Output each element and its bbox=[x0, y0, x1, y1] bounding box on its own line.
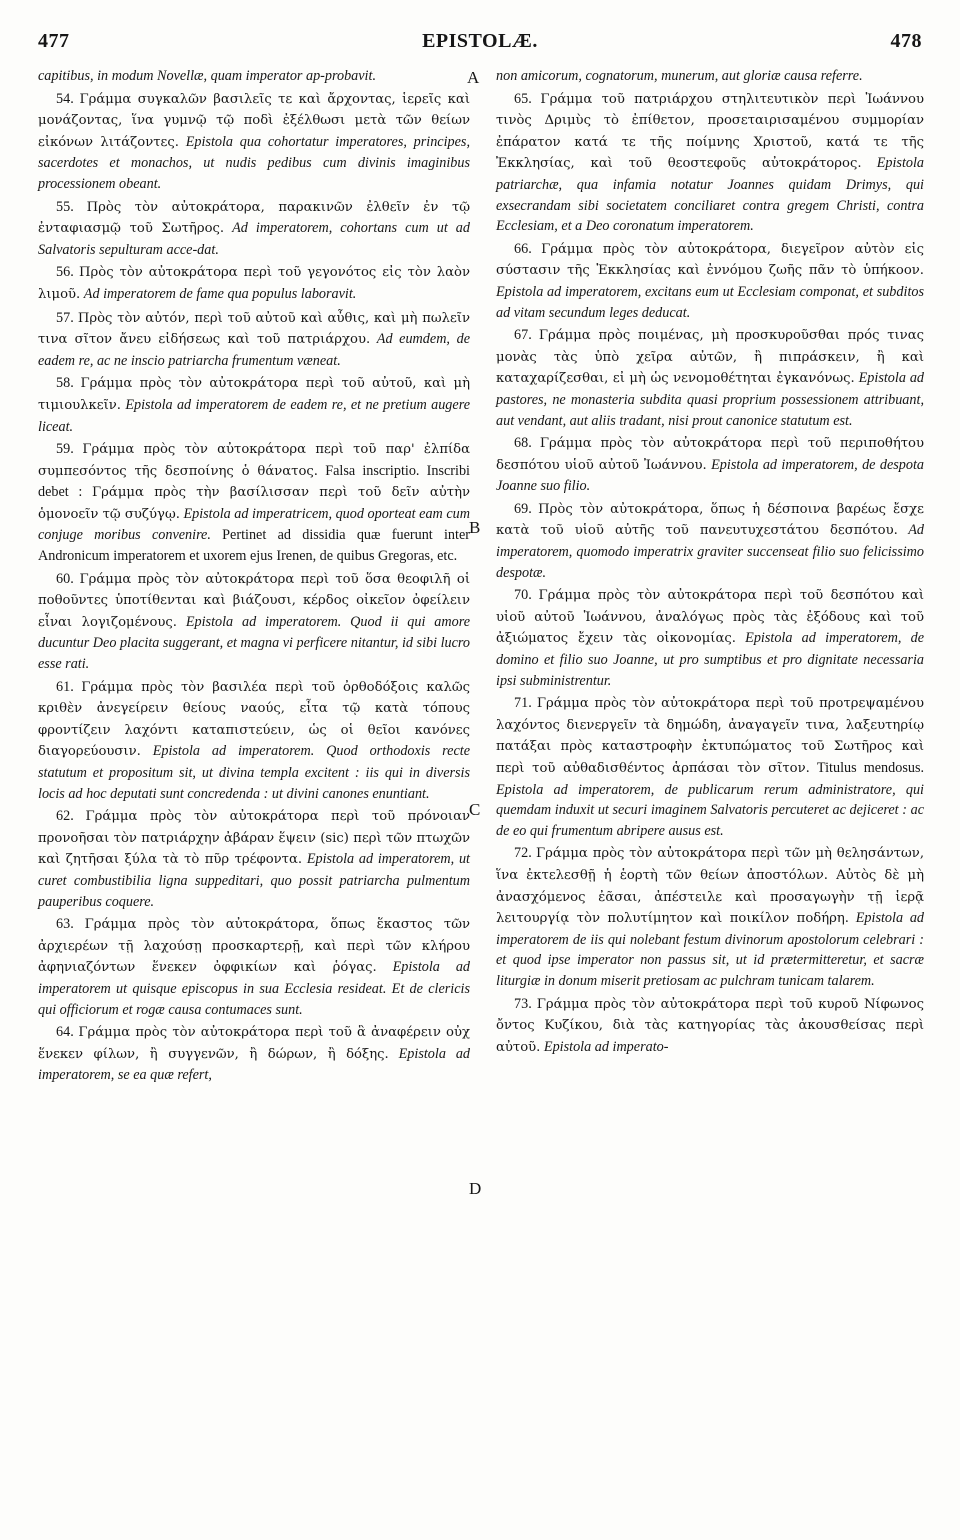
entry-number: 72. bbox=[514, 845, 532, 862]
latin-summary: Ad imperatorem, quomodo imperatrix graviter succenseat filio suo felicissimo despotæ. bbox=[496, 522, 924, 581]
latin-summary: Epistola ad imperatorem ut quisque episcopus in sua Ecclesia resideat. Et de clericis qui officiorum et rogæ causa contumaces sunt. bbox=[38, 959, 471, 1018]
entry-number: 66. bbox=[514, 240, 532, 257]
greek-title: Γράμμα πρὸς τὸν αὐτοκράτορα περὶ τοῦ αὐτοῦ, καὶ μὴ τιμιουλκεῖν. bbox=[38, 376, 470, 413]
letter-entry bbox=[496, 994, 924, 1059]
letter-entry bbox=[38, 197, 470, 261]
greek-title: Πρὸς τὸν αὐτοκράτορα, ὅπως ἡ δέσποινα βαρέως ἔσχε κατὰ τοῦ υἱοῦ αὐτῆς τοῦ πανευτυχεστάτου δεσπότου. bbox=[496, 501, 924, 539]
letter-entry bbox=[496, 499, 924, 583]
entry-number: 60. bbox=[56, 570, 74, 587]
margin-marker-b: B bbox=[469, 518, 481, 537]
letter-entry bbox=[38, 439, 470, 567]
latin-summary: Epistola ad imperato- bbox=[543, 1038, 669, 1055]
left-column bbox=[38, 66, 470, 1086]
entry-number: 70. bbox=[514, 587, 532, 604]
letter-entry bbox=[38, 569, 470, 675]
latin-summary: Epistola ad imperatorem de eadem re, et ne pretium augere liceat. bbox=[38, 396, 470, 435]
letter-entry bbox=[38, 373, 470, 437]
greek-title: Γράμμα πρὸς τὸν αὐτοκράτορα περὶ τοῦ ἃ ἀναφέρειν οὐχ ἕνεκεν φίλων, ἢ συγγενῶν, ἢ δώρων, ἢ δόξης. bbox=[38, 1025, 470, 1062]
latin-summary: Epistola ad imperatorem. Quod ii qui amore ducuntur Deo placita suggerant, et magna vi perficere nitantur, id sibi lucro esse rati. bbox=[38, 613, 471, 673]
running-title: EPISTOLÆ. bbox=[422, 30, 538, 52]
editorial-comment: Pertinet ad dissidia quæ fuerunt inter Andronicum imperatorem et uxorem ejus Irenen, de quibus Gregoras, etc. bbox=[38, 527, 470, 565]
entry-number: 56. bbox=[56, 264, 74, 281]
latin-summary: Epistola ad imperatorem, excitans eum ut Ecclesiam componat, et subditos ad vitam secundum leges deducat. bbox=[496, 283, 924, 321]
latin-summary: Epistola ad imperatorem, de domino et filio suo Joanne, ut pro sumptibus et pro dignitate necessaria ipsi subministrentur. bbox=[496, 630, 924, 689]
right-column bbox=[496, 66, 924, 1058]
latin-summary: Epistola ad imperatorem, de publicarum rerum administratore, qui quemdam induxit ut securi imaginem Salvatoris percuteret ac dejiceret : ac de eo qui frumentum abripere ausus est. bbox=[496, 781, 924, 839]
greek-title: Γράμμα τοῦ πατριάρχου στηλιτευτικὸν περὶ Ἰωάννου τινὸς Δριμὺς τὸ ἐπίθετον, προσεταιρισαμένου συμμορίαν ἐπάρατον κατά τε τῆς ποίμνης Χριστοῦ, κατά τε τῆς Ἐκκλησίας, καὶ τοῦ θεοστεφοῦς αὐτοκράτορος. bbox=[496, 91, 925, 172]
greek-title: Γράμμα πρὸς τὸν αὐτοκράτορα περὶ τοῦ προτρεψαμένου λαχόντος διενεργεῖν τὰ δημώδη, ἀναγαγεῖν τινα, λαξευτηρίῳ πατάξαι πρὸς καταστροφὴν ἐκτυπώματος τοῦ Σωτῆρος καὶ περὶ τοῦ αὐθαδισθέντος ἁρπάσαι τὸν σῖτον. bbox=[496, 696, 924, 776]
greek-title: Γράμμα πρὸς τὸν αὐτοκράτορα περὶ τοῦ ὅσα θεοφιλῆ οἱ ποθοῦντες ὑποτίθενται καὶ βιάζουσι, κέρδος οἰκεῖον ὀφείλειν εἶναι λογιζομένους. bbox=[38, 571, 470, 630]
greek-title: Γράμμα πρὸς τὸν αὐτοκράτορα, διεγεῖρον αὐτὸν εἰς σύστασιν τῆς Ἐκκλησίας καὶ ἐννόμου ζωῆς πᾶν τὸ ὑπήκοον. bbox=[496, 241, 924, 279]
letter-entry bbox=[496, 433, 924, 497]
latin-summary: Epistola ad imperatorem de iis qui nolebant festum divinorum apostolorum celebrari : et quod ipse imperator non passus sit, ut id prætermitteretur, et sacræ liturgiæ in donum miserit pretiosam ac pulchram tunicam talarem. bbox=[496, 910, 925, 989]
latin-summary: capitibus, in modum Novellæ, quam imperator ap-probavit. bbox=[38, 68, 376, 84]
latin-summary: Ad imperatorem de fame qua populus laboravit. bbox=[83, 285, 357, 302]
greek-title: Γράμμα πρὸς τὸν αὐτοκράτορα περὶ τῶν μὴ θελησάντων, ἵνα ἐκτελεσθῇ ἡ ἑορτὴ τῶν θείων ἀποστόλων. Αὐτὸς δὲ μὴ ἀνασχόμενος ἐᾶσαι, ἀπέστειλε καὶ προσαγωγὴν τῇ ἱερᾷ λειτουργίᾳ τὸν πολυτίμητον καὶ ποικίλον ποδήρη. bbox=[496, 846, 925, 927]
latin-summary: Epistola ad imperatorem, se ea quæ refert, bbox=[38, 1045, 471, 1084]
margin-marker-d: D bbox=[469, 1179, 482, 1198]
entry-number: 71. bbox=[514, 695, 532, 712]
latin-summary: non amicorum, cognatorum, munerum, aut gloriæ causa referre. bbox=[496, 68, 863, 84]
letter-entry bbox=[496, 239, 924, 323]
letter-entry bbox=[38, 262, 470, 305]
greek-title: Πρὸς τὸν αὐτόν, περὶ τοῦ αὐτοῦ καὶ αὖθις, καὶ μὴ πωλεῖν τινα σῖτον ἄνευ εἰδήσεως καὶ τοῦ πατριάρχου. bbox=[38, 310, 471, 348]
entry-number: 57. bbox=[56, 309, 74, 326]
entry-number: 59. bbox=[56, 441, 74, 458]
letter-entry bbox=[496, 843, 924, 991]
two-column-body bbox=[36, 66, 924, 1520]
greek-title: Πρὸς τὸν αὐτοκράτορα, παρακινῶν ἐλθεῖν ἐν τῷ ἐνταφιασμῷ τοῦ Σωτῆρος. bbox=[38, 199, 470, 237]
greek-title: Γράμμα πρὸς τὸν αὐτοκράτορα περὶ τοῦ δεσπότου καὶ υἱοῦ αὐτοῦ Ἰωάννου, ἀναλόγως πρὸς τὰς ἐξόδους καὶ τοῦ ἀξιώματος ἔχειν τὰς οἰκονομίας. bbox=[496, 588, 924, 647]
letter-entry bbox=[496, 89, 924, 237]
greek-title: Πρὸς τὸν αὐτοκράτορα περὶ τοῦ γεγονότος εἰς τὸν λαὸν λιμοῦ. bbox=[38, 265, 470, 302]
entry-number: 68. bbox=[514, 435, 532, 452]
greek-title: Γράμμα πρὸς ποιμένας, μὴ προσκυροῦσθαι πρός τινας μονὰς τὰς ὑπὸ χεῖρα αὐτῶν, ἢ πιπράσκειν, ἢ καὶ καταχαρίζεσθαι, εἰ μὴ ὡς νενομοθέτηται ἐγκανόνως. bbox=[496, 328, 924, 387]
editorial-note: Falsa inscriptio. Inscribi debet : bbox=[38, 462, 470, 501]
letter-entry bbox=[496, 693, 924, 841]
page-number-left: 477 bbox=[38, 30, 70, 52]
latin-summary: Epistola patriarchæ, qua infamia notatur Joannes quidam Drimys, qui exsecrandam sibi societatem conciliaret contra gregem Christi, contra Ecclesiam, et a Deo coronatum imperatorem. bbox=[496, 155, 925, 235]
running-header bbox=[36, 30, 924, 60]
greek-title-corrected: Γράμμα πρὸς τὴν βασίλισσαν περὶ τοῦ δεῖν αὐτὴν ὁμονοεῖν τῷ συζύγῳ. bbox=[38, 485, 471, 522]
entry-number: 65. bbox=[514, 90, 532, 107]
letter-entry bbox=[38, 308, 470, 372]
greek-title: Γράμμα πρὸς τὸν αὐτοκράτορα περὶ τοῦ πρόνοιαν προνοῆσαι τὸν πατριάρχην ἀβάραν ἕψειν (sic) περὶ τῶν πτωχῶν καὶ ζητῆσαι ξύλα τὰ τὸ πῦρ τρέφοντα. bbox=[38, 809, 471, 868]
latin-summary: Epistola ad pastores, ne monasteria subdita quasi proprium possessionem attribuant, aut vendant, aut aliis tradant, nisi prout canonice statutum est. bbox=[496, 370, 925, 429]
continuation-paragraph bbox=[38, 66, 470, 87]
margin-marker-a: A bbox=[467, 68, 480, 87]
entry-number: 61. bbox=[56, 678, 74, 695]
entry-number: 63. bbox=[56, 916, 74, 933]
latin-summary: Epistola ad imperatorem. Quod orthodoxis recte statutum et propositum sit, ut divina templa excitent : iis qui in diversis locis ad hoc deputati sunt concredenda : ut divini canones enuntiant. bbox=[38, 743, 471, 802]
entry-number: 64. bbox=[56, 1024, 74, 1041]
entry-number: 54. bbox=[56, 90, 74, 107]
entry-number: 69. bbox=[514, 500, 532, 517]
greek-title: Γράμμα πρὸς τὸν αὐτοκράτορα περὶ τοῦ περιποθήτου δεσπότου υἱοῦ αὐτοῦ Ἰωάννου. bbox=[496, 436, 924, 473]
continuation-paragraph bbox=[496, 66, 924, 87]
greek-title: Γράμμα πρὸς τὸν αὐτοκράτορα περὶ τοῦ παρ' ἐλπίδα συμπεσόντος τῆς δεσποίνης ὁ θάνατος. bbox=[38, 442, 471, 479]
letter-entry bbox=[496, 585, 924, 691]
latin-summary: Ad imperatorem, cohortans cum ut ad Salvatoris sepulturam acce-dat. bbox=[38, 220, 470, 258]
greek-title: Γράμμα πρὸς τὸν αὐτοκράτορα περὶ τοῦ κυροῦ Νίφωνος ὄντος Κυζίκου, διὰ τὰς κατηγορίας τὰς ἀκουσθείσας περὶ αὐτοῦ. bbox=[496, 996, 924, 1055]
entry-number: 58. bbox=[56, 375, 74, 392]
letter-entry bbox=[38, 89, 470, 195]
greek-title: Γράμμα πρὸς τὸν αὐτοκράτορα, ὅπως ἕκαστος τῶν ἀρχιερέων τῇ λαχούσῃ προσκαρτερῇ, καὶ περὶ τῶν κλήρου ἀφηνιαζόντων ἕνεκεν ὀφφικίων καὶ ῥόγας. bbox=[38, 917, 471, 976]
entry-number: 73. bbox=[514, 995, 532, 1012]
page-number-right: 478 bbox=[890, 30, 922, 52]
latin-summary: Epistola ad imperatricem, quod oporteat eam cum conjuge moribus convenire. bbox=[38, 505, 470, 544]
editorial-note: Titulus mendosus. bbox=[816, 760, 925, 776]
letter-entry bbox=[38, 914, 470, 1020]
latin-summary: Epistola ad imperatorem, ut curet combustibilia ligna suppeditari, quo possit patriarcha pulmentum pauperibus coquere. bbox=[38, 851, 470, 910]
letter-entry bbox=[38, 677, 470, 805]
letter-entry bbox=[496, 325, 924, 431]
margin-marker-c: C bbox=[469, 800, 481, 819]
entry-number: 55. bbox=[56, 198, 74, 215]
latin-summary: Epistola qua cohortatur imperatores, principes, sacerdotes et monachos, ut nudis pedibus cum divinis imaginibus processionem obeant. bbox=[38, 133, 471, 192]
greek-title: Γράμμα συγκαλῶν βασιλεῖς τε καὶ ἄρχοντας, ἱερεῖς καὶ μονάζοντας, ἵνα γυμνῷ τῷ ποδὶ ἐξέλθωσι μετὰ τῶν θείων εἰκόνων λιτάζοντες. bbox=[38, 91, 470, 150]
letter-entry bbox=[38, 1022, 470, 1086]
latin-summary: Epistola ad imperatorem, de despota Joanne suo filio. bbox=[496, 456, 924, 495]
greek-title: Γράμμα πρὸς τὸν βασιλέα περὶ τοῦ ὀρθοδόξοις καλῶς κριθὲν ἀνεγείρειν θείους ναούς, εἶτα τῷ κατὰ τόπους φροντίζειν λαχόντι καταπιστεύειν, ὡς οἱ θεῖοι κανόνες διαγορεύουσιν. bbox=[38, 679, 470, 760]
latin-summary: Ad eumdem, de eadem re, ac ne inscio patriarcha frumentum væneat. bbox=[38, 331, 470, 369]
letter-entry bbox=[38, 806, 470, 912]
entry-number: 62. bbox=[56, 808, 74, 825]
entry-number: 67. bbox=[514, 327, 532, 344]
